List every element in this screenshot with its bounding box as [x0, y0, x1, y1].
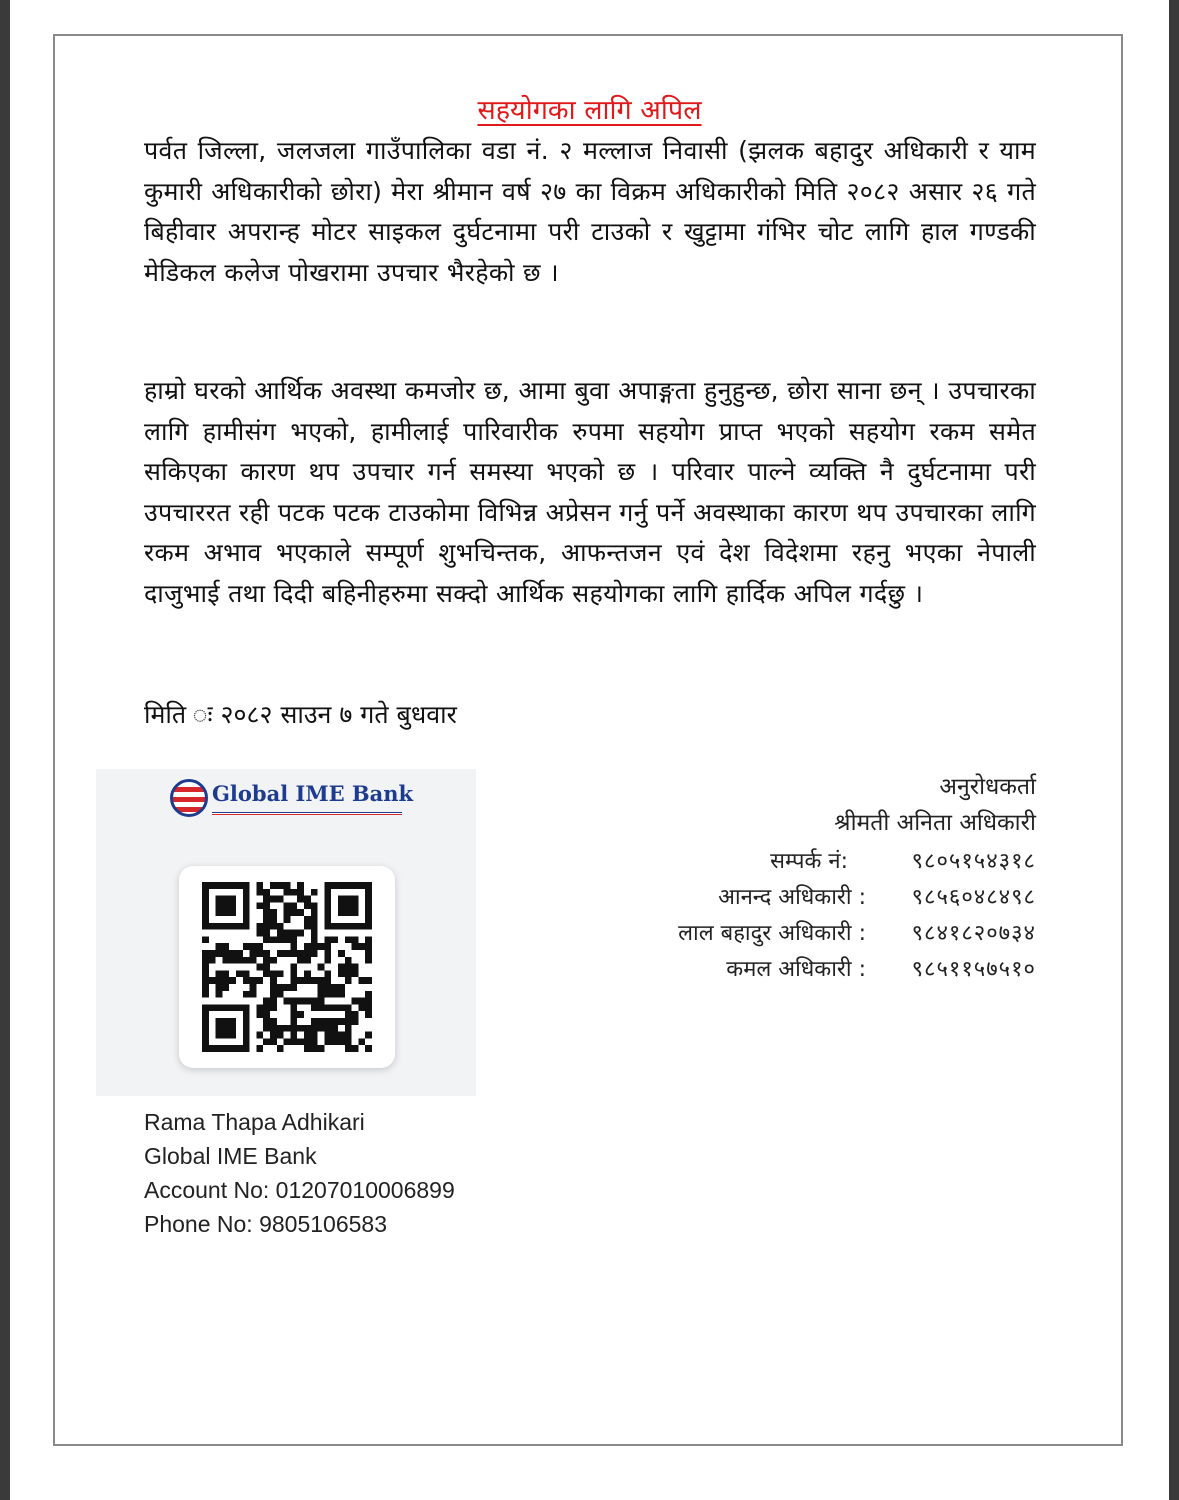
- bank-logo-text: Global IME Bank: [212, 781, 414, 806]
- document-page: [10, 0, 1169, 1500]
- date-line: मिति ः २०८२ साउन ७ गते बुधवार: [144, 700, 457, 729]
- contact-row: [570, 916, 1036, 952]
- requester-name: श्रीमती अनिता अधिकारी: [834, 810, 1036, 836]
- contact-row: [570, 880, 1036, 916]
- appeal-paragraph-1: पर्वत जिल्ला, जलजला गाउँपालिका वडा नं. २ मल्लाज निवासी (झलक बहादुर अधिकारी र याम कुमारी अधिकारीको छोरा) मेरा श्रीमान वर्ष २७ का विक्रम अधिकारीको मिति २०८२ असार २६ गते बिहीवार अपरान्ह मोटर साइकल दुर्घटनामा परी टाउको र खुट्टामा गंभिर चोट लागि हाल गण्डकी मेडिकल कलेज पोखरामा उपचार भैरहेको छ ।: [144, 136, 1036, 287]
- contact-number: ९८०५१५४३१८: [911, 849, 1036, 874]
- logo-underline: [212, 812, 402, 815]
- contact-row: [570, 844, 1036, 880]
- appeal-title: सहयोगका लागि अपिल: [477, 95, 702, 126]
- account-holder-name: Rama Thapa Adhikari: [144, 1109, 365, 1135]
- global-ime-logo-icon: [170, 779, 208, 817]
- phone-number: Phone No: 9805106583: [144, 1211, 387, 1237]
- bank-account-info: [144, 1105, 455, 1241]
- bank-name: Global IME Bank: [144, 1143, 317, 1169]
- contact-number: ९८५११५७५१०: [911, 957, 1036, 982]
- contact-row: [570, 952, 1036, 988]
- contact-label: सम्पर्क नं:: [770, 849, 848, 874]
- requester-label: अनुरोधकर्ता: [939, 774, 1036, 800]
- bank-logo: [170, 779, 414, 824]
- contact-number: ९८४१८२०७३४: [911, 921, 1036, 946]
- signature-block: [570, 770, 1036, 988]
- account-number: Account No: 01207010006899: [144, 1177, 455, 1203]
- bank-qr-card: [96, 769, 476, 1096]
- contact-number: ९८५६०४८४९८: [911, 885, 1036, 910]
- contact-label: लाल बहादुर अधिकारी :: [678, 921, 866, 946]
- appeal-paragraph-2: हाम्रो घरको आर्थिक अवस्था कमजोर छ, आमा बुवा अपाङ्गता हुनुहुन्छ, छोरा साना छन् । उपचारका लागि हामीसंग भएको, हामीलाई पारिवारीक रुपमा सहयोग प्राप्त भएको सहयोग रकम समेत सकिएका कारण थप उपचार गर्न समस्या भएको छ । परिवार पाल्ने व्यक्ति नै दुर्घटनामा परी उपचाररत रही पटक पटक टाउकोमा विभिन्न अप्रेसन गर्नु पर्ने अवस्थाका कारण थप उपचारका लागि रकम अभाव भएकाले सम्पूर्ण शुभचिन्तक, आफन्तजन एवं देश विदेशमा रहनु भएका नेपाली दाजुभाई तथा दिदी बहिनीहरुमा सक्दो आर्थिक सहयोगका लागि हार्दिक अपिल गर्दछु ।: [144, 376, 1036, 608]
- contact-label: कमल अधिकारी :: [726, 957, 866, 982]
- qr-code-icon[interactable]: [199, 882, 375, 1052]
- qr-panel: [179, 866, 395, 1068]
- contact-label: आनन्द अधिकारी :: [718, 885, 866, 910]
